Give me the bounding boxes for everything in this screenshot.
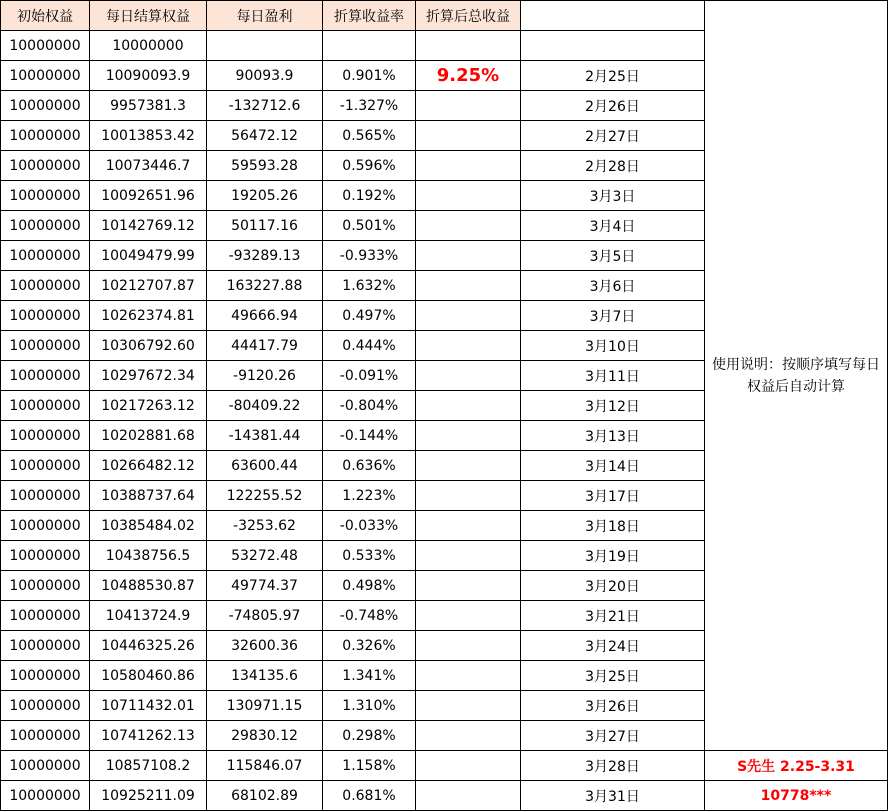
- cell-date[interactable]: 3月21日: [521, 601, 705, 631]
- cell-return-rate[interactable]: -0.091%: [323, 361, 416, 391]
- cell-daily-equity[interactable]: 10925211.09: [90, 781, 207, 811]
- cell-date[interactable]: 3月19日: [521, 541, 705, 571]
- cell-initial-equity[interactable]: 10000000: [1, 331, 90, 361]
- cell-return-rate[interactable]: 0.596%: [323, 151, 416, 181]
- cell-date[interactable]: 3月17日: [521, 481, 705, 511]
- cell-initial-equity[interactable]: 10000000: [1, 691, 90, 721]
- cell-date[interactable]: 3月5日: [521, 241, 705, 271]
- cell-daily-equity[interactable]: 10202881.68: [90, 421, 207, 451]
- cell-total-return-empty[interactable]: [416, 91, 521, 121]
- cell-daily-equity[interactable]: 10580460.86: [90, 661, 207, 691]
- header-daily-equity[interactable]: 每日结算权益: [90, 1, 207, 31]
- cell-initial-equity[interactable]: 10000000: [1, 751, 90, 781]
- cell-date[interactable]: 3月27日: [521, 721, 705, 751]
- cell-daily-profit[interactable]: -80409.22: [207, 391, 323, 421]
- cell-daily-equity[interactable]: 10857108.2: [90, 751, 207, 781]
- cell-date[interactable]: 3月18日: [521, 511, 705, 541]
- cell-date[interactable]: 3月31日: [521, 781, 705, 811]
- cell-daily-equity[interactable]: 10385484.02: [90, 511, 207, 541]
- cell-return-rate[interactable]: [323, 31, 416, 61]
- cell-initial-equity[interactable]: 10000000: [1, 241, 90, 271]
- cell-initial-equity[interactable]: 10000000: [1, 481, 90, 511]
- cell-return-rate[interactable]: 1.341%: [323, 661, 416, 691]
- cell-initial-equity[interactable]: 10000000: [1, 421, 90, 451]
- cell-daily-equity[interactable]: 10306792.60: [90, 331, 207, 361]
- cell-date[interactable]: 3月14日: [521, 451, 705, 481]
- cell-total-return-empty[interactable]: [416, 451, 521, 481]
- cell-return-rate[interactable]: -0.748%: [323, 601, 416, 631]
- cell-daily-profit[interactable]: -14381.44: [207, 421, 323, 451]
- header-daily-profit[interactable]: 每日盈利: [207, 1, 323, 31]
- cell-daily-profit[interactable]: 50117.16: [207, 211, 323, 241]
- cell-daily-equity[interactable]: 10000000: [90, 31, 207, 61]
- cell-daily-equity[interactable]: 10073446.7: [90, 151, 207, 181]
- cell-date[interactable]: 3月4日: [521, 211, 705, 241]
- cell-return-rate[interactable]: -0.033%: [323, 511, 416, 541]
- cell-initial-equity[interactable]: 10000000: [1, 121, 90, 151]
- cell-initial-equity[interactable]: 10000000: [1, 541, 90, 571]
- cell-total-return-empty[interactable]: [416, 361, 521, 391]
- cell-return-rate[interactable]: 0.498%: [323, 571, 416, 601]
- cell-initial-equity[interactable]: 10000000: [1, 631, 90, 661]
- header-row: [1, 1, 888, 31]
- cell-return-rate[interactable]: 0.326%: [323, 631, 416, 661]
- spreadsheet-body: [1, 1, 888, 811]
- cell-total-return-empty[interactable]: [416, 151, 521, 181]
- cell-return-rate[interactable]: 0.636%: [323, 451, 416, 481]
- cell-date[interactable]: 2月25日: [521, 61, 705, 91]
- cell-total-return-empty[interactable]: [416, 601, 521, 631]
- cell-total-return-empty[interactable]: [416, 31, 521, 61]
- table-row: [1, 751, 888, 781]
- cell-daily-profit[interactable]: 68102.89: [207, 781, 323, 811]
- cell-daily-equity[interactable]: 10388737.64: [90, 481, 207, 511]
- cell-total-return-empty[interactable]: [416, 271, 521, 301]
- cell-daily-equity[interactable]: 10446325.26: [90, 631, 207, 661]
- cell-date[interactable]: 3月20日: [521, 571, 705, 601]
- header-initial-equity[interactable]: 初始权益: [1, 1, 90, 31]
- cell-initial-equity[interactable]: 10000000: [1, 361, 90, 391]
- cell-daily-profit[interactable]: 90093.9: [207, 61, 323, 91]
- cell-daily-equity[interactable]: 10262374.81: [90, 301, 207, 331]
- cell-daily-profit[interactable]: 59593.28: [207, 151, 323, 181]
- cell-daily-profit[interactable]: 134135.6: [207, 661, 323, 691]
- cell-daily-profit[interactable]: 163227.88: [207, 271, 323, 301]
- cell-initial-equity[interactable]: 10000000: [1, 451, 90, 481]
- cell-daily-equity[interactable]: 10142769.12: [90, 211, 207, 241]
- cell-total-return-empty[interactable]: [416, 421, 521, 451]
- cell-daily-equity[interactable]: 10013853.42: [90, 121, 207, 151]
- cell-date[interactable]: 3月24日: [521, 631, 705, 661]
- cell-daily-equity[interactable]: 10212707.87: [90, 271, 207, 301]
- cell-daily-profit[interactable]: -132712.6: [207, 91, 323, 121]
- cell-daily-profit[interactable]: -74805.97: [207, 601, 323, 631]
- cell-daily-equity[interactable]: 10413724.9: [90, 601, 207, 631]
- cell-daily-profit[interactable]: 49774.37: [207, 571, 323, 601]
- cell-return-rate[interactable]: 0.497%: [323, 301, 416, 331]
- cell-daily-profit[interactable]: -93289.13: [207, 241, 323, 271]
- cell-total-return-empty[interactable]: [416, 301, 521, 331]
- cell-total-return-empty[interactable]: [416, 721, 521, 751]
- cell-date[interactable]: 3月28日: [521, 751, 705, 781]
- cell-date[interactable]: 3月13日: [521, 421, 705, 451]
- cell-return-rate[interactable]: -1.327%: [323, 91, 416, 121]
- cell-total-return-empty[interactable]: [416, 751, 521, 781]
- cell-total-return-empty[interactable]: [416, 391, 521, 421]
- client-label-cell[interactable]: S先生 2.25-3.31: [705, 751, 888, 781]
- cell-date[interactable]: 3月25日: [521, 661, 705, 691]
- cell-total-return-empty[interactable]: [416, 631, 521, 661]
- cell-initial-equity[interactable]: 10000000: [1, 661, 90, 691]
- cell-return-rate[interactable]: -0.933%: [323, 241, 416, 271]
- cell-daily-equity[interactable]: 10090093.9: [90, 61, 207, 91]
- cell-total-return-empty[interactable]: [416, 241, 521, 271]
- cell-daily-equity[interactable]: 9957381.3: [90, 91, 207, 121]
- cell-date[interactable]: [521, 31, 705, 61]
- cell-return-rate[interactable]: 0.444%: [323, 331, 416, 361]
- cell-total-return[interactable]: 9.25%: [416, 61, 521, 91]
- cell-initial-equity[interactable]: 10000000: [1, 271, 90, 301]
- cell-daily-profit[interactable]: 49666.94: [207, 301, 323, 331]
- cell-daily-profit[interactable]: [207, 31, 323, 61]
- cell-date[interactable]: 3月26日: [521, 691, 705, 721]
- cell-initial-equity[interactable]: 10000000: [1, 91, 90, 121]
- cell-date[interactable]: 2月27日: [521, 121, 705, 151]
- cell-return-rate[interactable]: 0.533%: [323, 541, 416, 571]
- cell-initial-equity[interactable]: 10000000: [1, 601, 90, 631]
- cell-daily-equity[interactable]: 10438756.5: [90, 541, 207, 571]
- cell-daily-profit[interactable]: 29830.12: [207, 721, 323, 751]
- cell-date[interactable]: 3月3日: [521, 181, 705, 211]
- cell-date[interactable]: 3月11日: [521, 361, 705, 391]
- cell-daily-profit[interactable]: 122255.52: [207, 481, 323, 511]
- cell-date[interactable]: 2月26日: [521, 91, 705, 121]
- cell-return-rate[interactable]: -0.144%: [323, 421, 416, 451]
- cell-date[interactable]: 3月10日: [521, 331, 705, 361]
- cell-return-rate[interactable]: 1.310%: [323, 691, 416, 721]
- cell-initial-equity[interactable]: 10000000: [1, 391, 90, 421]
- cell-total-return-empty[interactable]: [416, 571, 521, 601]
- cell-date[interactable]: 3月12日: [521, 391, 705, 421]
- cell-initial-equity[interactable]: 10000000: [1, 301, 90, 331]
- cell-total-return-empty[interactable]: [416, 511, 521, 541]
- cell-daily-equity[interactable]: 10092651.96: [90, 181, 207, 211]
- cell-return-rate[interactable]: 1.223%: [323, 481, 416, 511]
- cell-date[interactable]: 3月6日: [521, 271, 705, 301]
- cell-total-return-empty[interactable]: [416, 541, 521, 571]
- table-row: [1, 781, 888, 811]
- cell-total-return-empty[interactable]: [416, 781, 521, 811]
- cell-daily-profit[interactable]: 115846.07: [207, 751, 323, 781]
- cell-daily-profit[interactable]: 32600.36: [207, 631, 323, 661]
- usage-note-cell[interactable]: 使用说明：按顺序填写每日权益后自动计算: [705, 1, 888, 751]
- header-return-rate[interactable]: 折算收益率: [323, 1, 416, 31]
- cell-daily-equity[interactable]: 10266482.12: [90, 451, 207, 481]
- client-code-cell[interactable]: 10778***: [705, 781, 888, 811]
- cell-daily-profit[interactable]: 53272.48: [207, 541, 323, 571]
- cell-return-rate[interactable]: 1.632%: [323, 271, 416, 301]
- cell-daily-equity[interactable]: 10297672.34: [90, 361, 207, 391]
- cell-initial-equity[interactable]: 10000000: [1, 31, 90, 61]
- cell-return-rate[interactable]: 1.158%: [323, 751, 416, 781]
- cell-return-rate[interactable]: 0.565%: [323, 121, 416, 151]
- cell-initial-equity[interactable]: 10000000: [1, 211, 90, 241]
- header-empty-cell[interactable]: [521, 1, 705, 31]
- cell-total-return-empty[interactable]: [416, 181, 521, 211]
- cell-return-rate[interactable]: 0.681%: [323, 781, 416, 811]
- cell-return-rate[interactable]: 0.501%: [323, 211, 416, 241]
- cell-daily-profit[interactable]: 56472.12: [207, 121, 323, 151]
- cell-return-rate[interactable]: 0.901%: [323, 61, 416, 91]
- cell-initial-equity[interactable]: 10000000: [1, 61, 90, 91]
- cell-daily-profit[interactable]: -9120.26: [207, 361, 323, 391]
- cell-date[interactable]: 3月7日: [521, 301, 705, 331]
- cell-initial-equity[interactable]: 10000000: [1, 571, 90, 601]
- cell-daily-equity[interactable]: 10741262.13: [90, 721, 207, 751]
- cell-total-return-empty[interactable]: [416, 331, 521, 361]
- cell-total-return-empty[interactable]: [416, 661, 521, 691]
- header-total-return[interactable]: 折算后总收益: [416, 1, 521, 31]
- cell-daily-profit[interactable]: 44417.79: [207, 331, 323, 361]
- cell-initial-equity[interactable]: 10000000: [1, 781, 90, 811]
- cell-initial-equity[interactable]: 10000000: [1, 511, 90, 541]
- cell-initial-equity[interactable]: 10000000: [1, 721, 90, 751]
- cell-daily-equity[interactable]: 10711432.01: [90, 691, 207, 721]
- cell-daily-profit[interactable]: 130971.15: [207, 691, 323, 721]
- cell-daily-profit[interactable]: 19205.26: [207, 181, 323, 211]
- cell-daily-equity[interactable]: 10488530.87: [90, 571, 207, 601]
- cell-return-rate[interactable]: 0.298%: [323, 721, 416, 751]
- cell-total-return-empty[interactable]: [416, 481, 521, 511]
- cell-total-return-empty[interactable]: [416, 211, 521, 241]
- cell-total-return-empty[interactable]: [416, 691, 521, 721]
- cell-daily-profit[interactable]: -3253.62: [207, 511, 323, 541]
- cell-daily-equity[interactable]: 10217263.12: [90, 391, 207, 421]
- cell-daily-equity[interactable]: 10049479.99: [90, 241, 207, 271]
- cell-initial-equity[interactable]: 10000000: [1, 151, 90, 181]
- cell-return-rate[interactable]: -0.804%: [323, 391, 416, 421]
- cell-daily-profit[interactable]: 63600.44: [207, 451, 323, 481]
- cell-date[interactable]: 2月28日: [521, 151, 705, 181]
- cell-initial-equity[interactable]: 10000000: [1, 181, 90, 211]
- cell-return-rate[interactable]: 0.192%: [323, 181, 416, 211]
- cell-total-return-empty[interactable]: [416, 121, 521, 151]
